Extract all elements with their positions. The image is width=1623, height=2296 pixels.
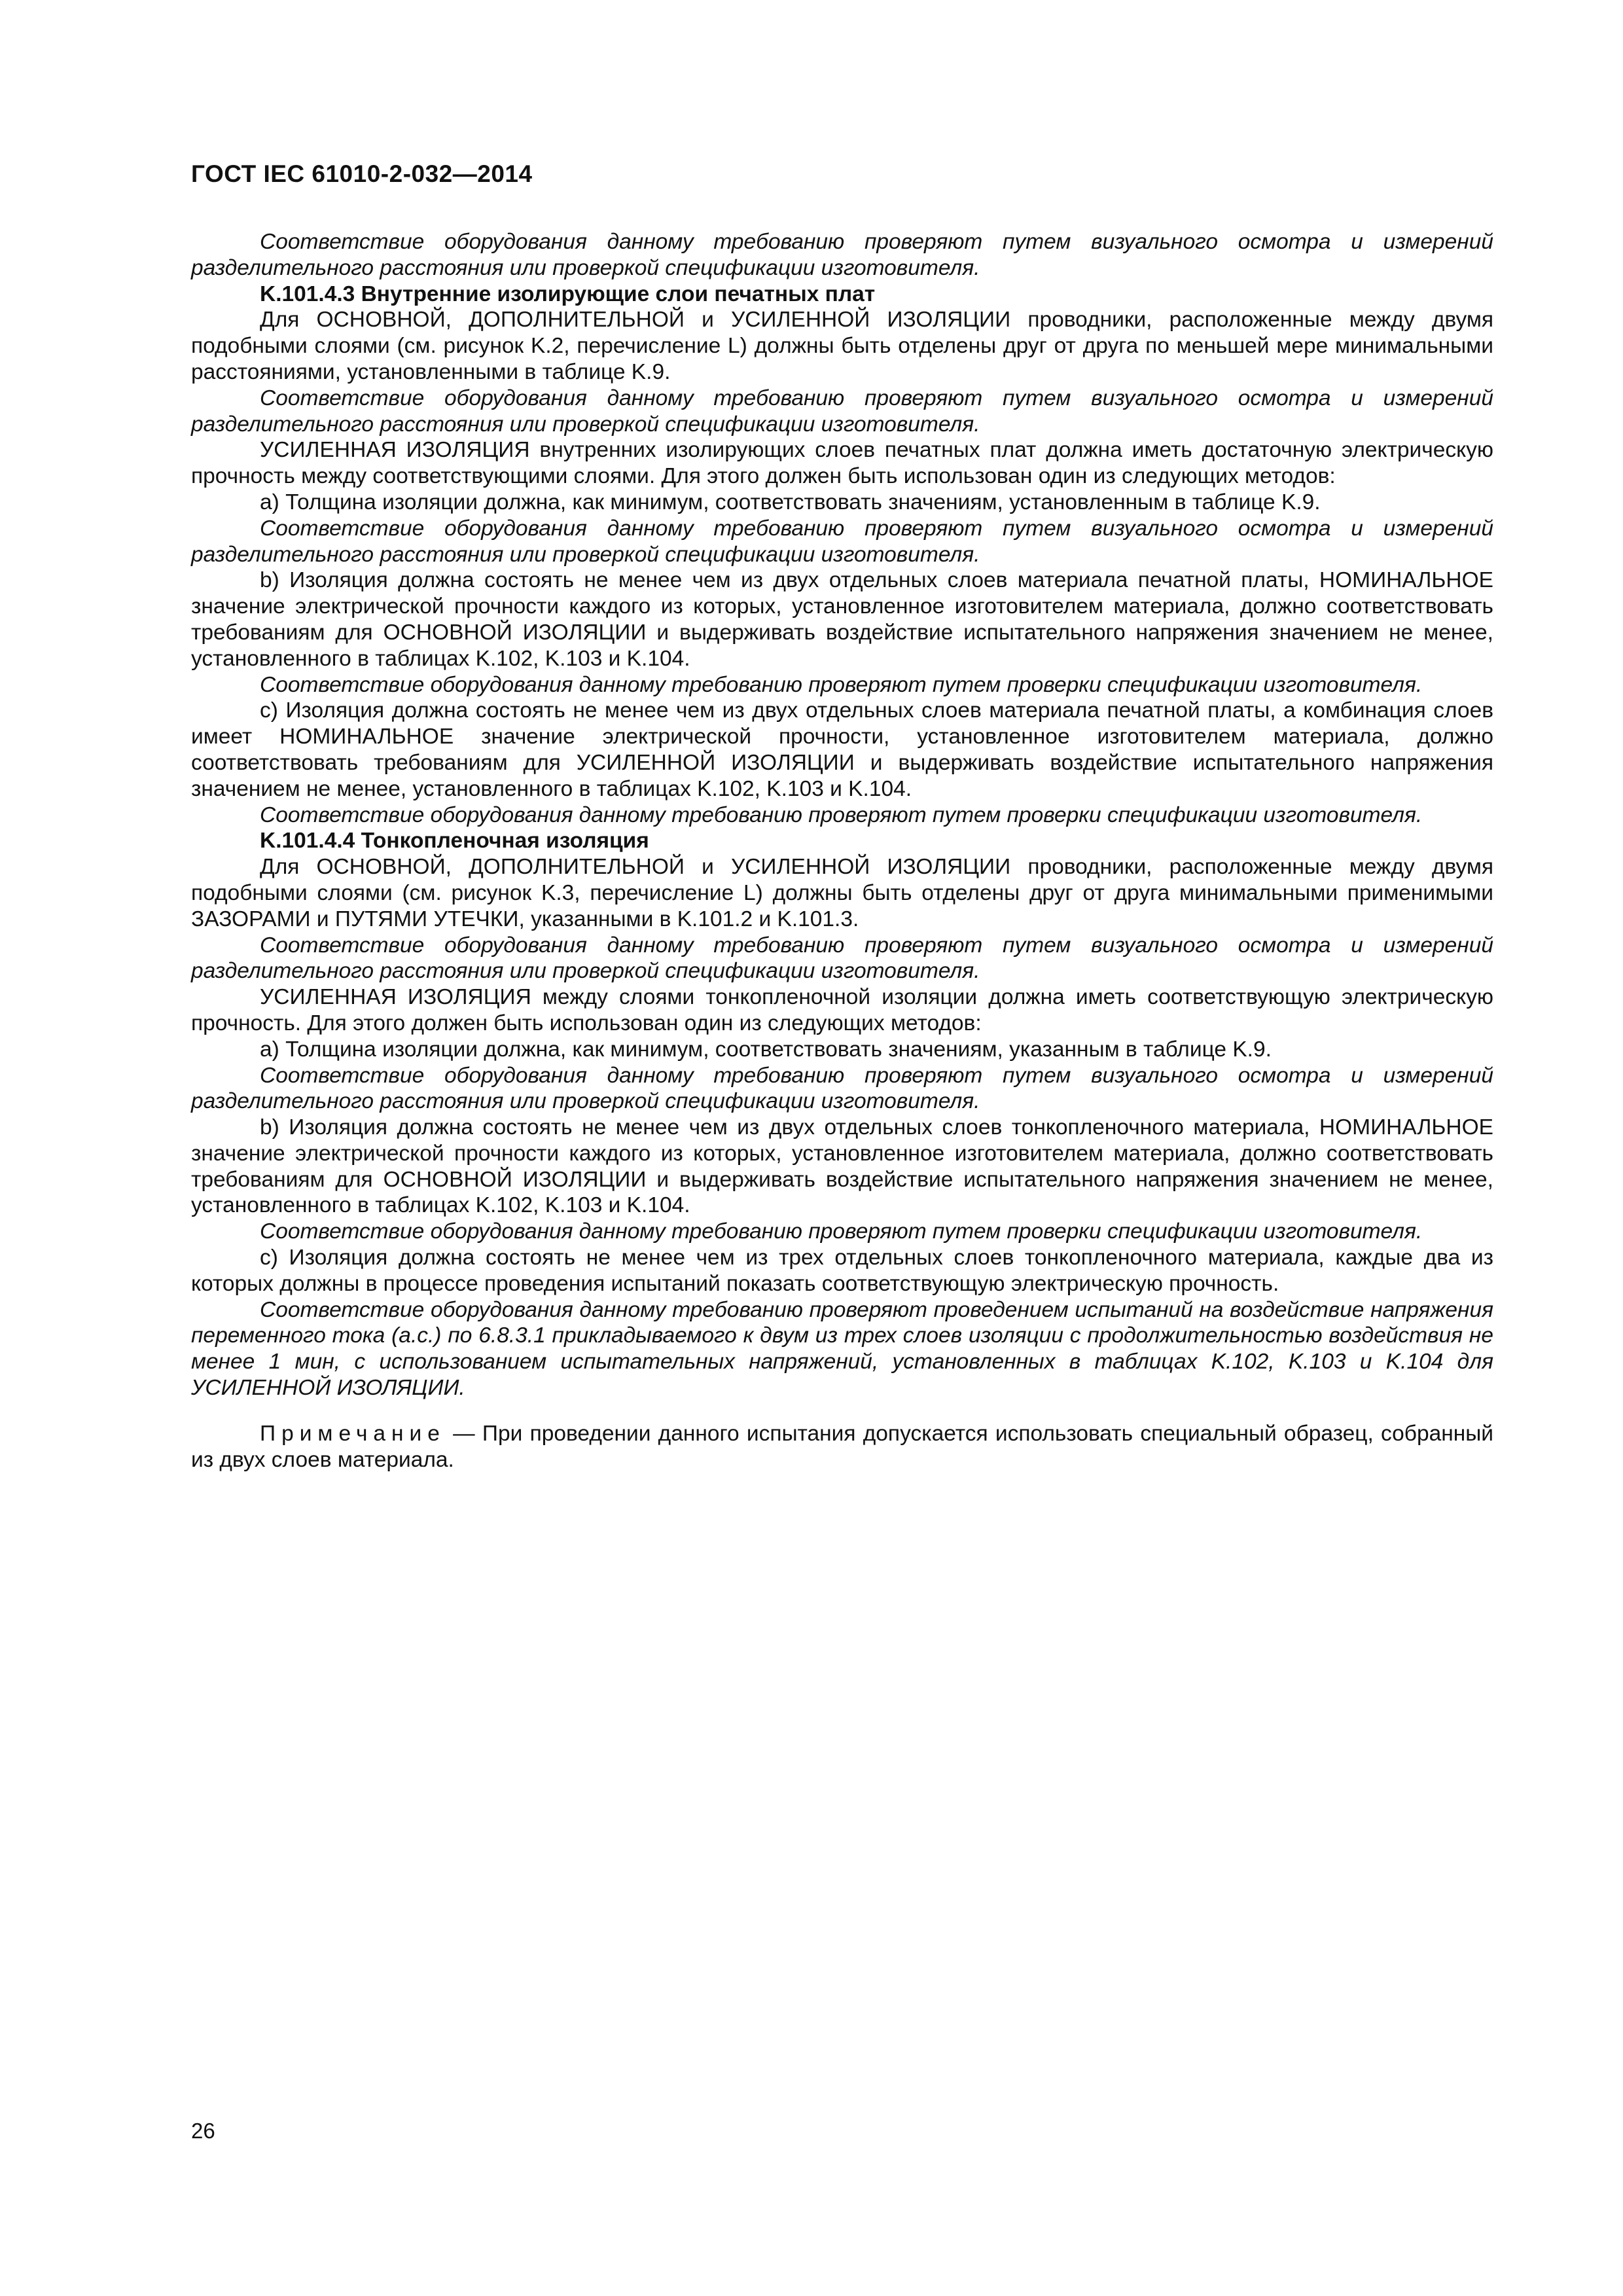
paragraph: Соответствие оборудования данному требованию проверяют путем визуального осмотра и измерений разделительного расстояния или проверкой спецификации изготовителя.: [191, 933, 1493, 984]
document-body: [191, 229, 1493, 1473]
note-label: Примечание: [260, 1421, 446, 1446]
paragraph: Соответствие оборудования данному требованию проверяют путем визуального осмотра и измерений разделительного расстояния или проверкой спецификации изготовителя.: [191, 516, 1493, 567]
note: [191, 1421, 1493, 1473]
page-number: 26: [191, 2119, 215, 2143]
note-text: — При проведении данного испытания допускается использовать специальный образец, собранный из двух слоев материала.: [191, 1421, 1493, 1472]
paragraph: Соответствие оборудования данному требованию проверяют путем проверки спецификации изготовителя.: [260, 672, 1423, 697]
paragraph: Соответствие оборудования данному требованию проверяют путем проверки спецификации изготовителя.: [260, 1219, 1423, 1244]
paragraph: УСИЛЕННАЯ ИЗОЛЯЦИЯ между слоями тонкопленочной изоляции должна иметь соответствующую электрическую прочность. Для этого должен быть использован один из следующих методов:: [191, 985, 1493, 1035]
paragraph: c) Изоляция должна состоять не менее чем из двух отдельных слоев материала печатной платы, а комбинация слоев имеет НОМИНАЛЬНОЕ значение электрической прочности, установленное изготовителем материала, должно соответствовать требованиям для УСИЛЕННОЙ ИЗОЛЯЦИИ и выдерживать воздействие испытательного напряжения значением не менее, установленного в таблицах K.102, K.103 и K.104.: [191, 698, 1493, 801]
paragraph: Соответствие оборудования данному требованию проверяют путем визуального осмотра и измерений разделительного расстояния или проверкой спецификации изготовителя.: [191, 386, 1493, 437]
paragraph: Соответствие оборудования данному требованию проверяют путем проверки спецификации изготовителя.: [260, 802, 1423, 827]
paragraph: c) Изоляция должна состоять не менее чем из трех отдельных слоев тонкопленочного материала, каждые два из которых должны в процессе проведения испытаний показать соответствующую электрическую прочность.: [191, 1246, 1493, 1296]
paragraph: Соответствие оборудования данному требованию проверяют путем визуального осмотра и измерений разделительного расстояния или проверкой спецификации изготовителя.: [191, 1063, 1493, 1114]
paragraph: b) Изоляция должна состоять не менее чем из двух отдельных слоев тонкопленочного материала, НОМИНАЛЬНОЕ значение электрической прочности каждого из которых, установленное изготовителем материала, должно соответствовать требованиям для ОСНОВНОЙ ИЗОЛЯЦИИ и выдерживать воздействие испытательного напряжения значением не менее, установленного в таблицах K.102, K.103 и K.104.: [191, 1115, 1493, 1218]
document-header: ГОСТ IEC 61010-2-032—2014: [191, 160, 533, 187]
paragraph: Соответствие оборудования данному требованию проверяют проведением испытаний на воздействие напряжения переменного тока (а.с.) по 6.8.3.1 прикладываемого к двум из трех слоев изоляции с продолжительностью воздействия не менее 1 мин, с использованием испытательных напряжений, установленных в таблицах K.102, K.103 и K.104 для УСИЛЕННОЙ ИЗОЛЯЦИИ.: [191, 1297, 1493, 1401]
section-heading: K.101.4.3 Внутренние изолирующие слои печатных плат: [260, 281, 876, 306]
paragraph: УСИЛЕННАЯ ИЗОЛЯЦИЯ внутренних изолирующих слоев печатных плат должна иметь достаточную электрическую прочность между соответствующими слоями. Для этого должен быть использован один из следующих методов:: [191, 438, 1493, 489]
paragraph: a) Толщина изоляции должна, как минимум, соответствовать значениям, установленным в таблице K.9.: [260, 490, 1321, 514]
paragraph: Для ОСНОВНОЙ, ДОПОЛНИТЕЛЬНОЙ и УСИЛЕННОЙ ИЗОЛЯЦИИ проводники, расположенные между двумя подобными слоями (см. рисунок K.3, перечисление L) должны быть отделены друг от друга минимальными применимыми ЗАЗОРАМИ и ПУТЯМИ УТЕЧКИ, указанными в K.101.2 и K.101.3.: [191, 855, 1493, 931]
paragraph: Для ОСНОВНОЙ, ДОПОЛНИТЕЛЬНОЙ и УСИЛЕННОЙ ИЗОЛЯЦИИ проводники, расположенные между двумя подобными слоями (см. рисунок K.2, перечисление L) должны быть отделены друг от друга по меньшей мере минимальными расстояниями, установленными в таблице K.9.: [191, 308, 1493, 384]
paragraph: Соответствие оборудования данному требованию проверяют путем визуального осмотра и измерений разделительного расстояния или проверкой спецификации изготовителя.: [191, 230, 1493, 280]
section-heading: K.101.4.4 Тонкопленочная изоляция: [260, 829, 649, 853]
paragraph: b) Изоляция должна состоять не менее чем из двух отдельных слоев материала печатной платы, НОМИНАЛЬНОЕ значение электрической прочности каждого из которых, установленное изготовителем материала, должно соответствовать требованиям для ОСНОВНОЙ ИЗОЛЯЦИИ и выдерживать воздействие испытательного напряжения значением не менее, установленного в таблицах K.102, K.103 и K.104.: [191, 568, 1493, 671]
paragraph: a) Толщина изоляции должна, как минимум, соответствовать значениям, указанным в таблице K.9.: [260, 1037, 1272, 1062]
